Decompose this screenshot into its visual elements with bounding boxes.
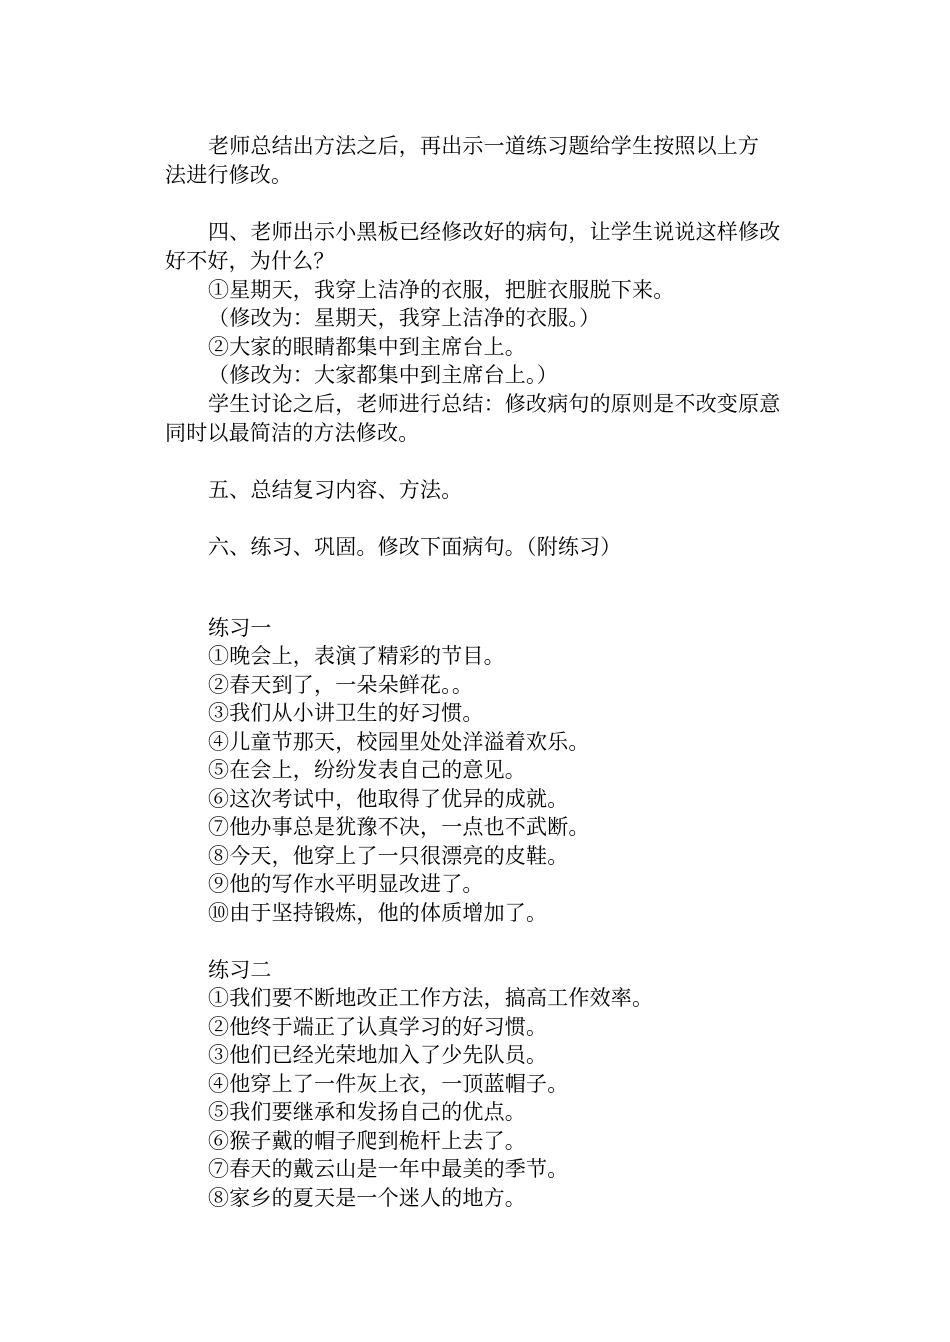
exercise2-item: ⑧家乡的夏天是一个迷人的地方。 — [208, 1186, 526, 1210]
intro-line-2: 法进行修改。 — [165, 163, 293, 187]
exercise1-item: ⑤在会上，纷纷发表自己的意见。 — [208, 758, 526, 782]
exercise2-item: ①我们要不断地改正工作方法，搞高工作效率。 — [208, 986, 654, 1010]
exercise2-item: ④他穿上了一件灰上衣，一顶蓝帽子。 — [208, 1072, 569, 1096]
intro-line-1: 老师总结出方法之后，再出示一道练习题给学生按照以上方 — [208, 134, 760, 158]
exercise1-item: ②春天到了，一朵朵鲜花。。 — [208, 673, 474, 697]
exercise1-title: 练习一 — [208, 616, 272, 640]
exercise1-item: ①晚会上，表演了精彩的节目。 — [208, 644, 505, 668]
section6-heading: 六、练习、巩固。修改下面病句。（附练习） — [208, 535, 622, 559]
exercise2-item: ②他终于端正了认真学习的好习惯。 — [208, 1015, 548, 1039]
section4-item-2-fix: （修改为：大家都集中到主席台上。） — [208, 363, 558, 387]
exercise1-item: ⑦他办事总是犹豫不决，一点也不武断。 — [208, 815, 590, 839]
exercise1-item: ⑨他的写作水平明显改进了。 — [208, 872, 484, 896]
section4-item-1: ①星期天，我穿上洁净的衣服，把脏衣服脱下来。 — [208, 278, 675, 302]
section4-heading-line-1: 四、老师出示小黑板已经修改好的病句，让学生说说这样修改 — [208, 220, 781, 244]
exercise1-item: ③我们从小讲卫生的好习惯。 — [208, 701, 484, 725]
section4-summary-line-1: 学生讨论之后，老师进行总结：修改病句的原则是不改变原意 — [208, 392, 781, 416]
section4-summary-line-2: 同时以最简洁的方法修改。 — [165, 421, 420, 445]
exercise2-item: ⑤我们要继承和发扬自己的优点。 — [208, 1100, 526, 1124]
section4-item-1-fix: （修改为：星期天，我穿上洁净的衣服。） — [208, 306, 601, 330]
exercise2-item: ⑦春天的戴云山是一年中最美的季节。 — [208, 1157, 569, 1181]
exercise1-item: ⑥这次考试中，他取得了优异的成就。 — [208, 787, 569, 811]
exercise1-item: ⑩由于坚持锻炼，他的体质增加了。 — [208, 901, 548, 925]
section5-heading: 五、总结复习内容、方法。 — [208, 478, 463, 502]
section4-heading-line-2: 好不好，为什么？ — [165, 249, 335, 273]
exercise1-item: ④儿童节那天，校园里处处洋溢着欢乐。 — [208, 730, 590, 754]
exercise2-item: ③他们已经光荣地加入了少先队员。 — [208, 1043, 548, 1067]
exercise2-item: ⑥猴子戴的帽子爬到桅杆上去了。 — [208, 1129, 526, 1153]
exercise1-item: ⑧今天，他穿上了一只很漂亮的皮鞋。 — [208, 844, 569, 868]
exercise2-title: 练习二 — [208, 958, 272, 982]
section4-item-2: ②大家的眼睛都集中到主席台上。 — [208, 335, 526, 359]
